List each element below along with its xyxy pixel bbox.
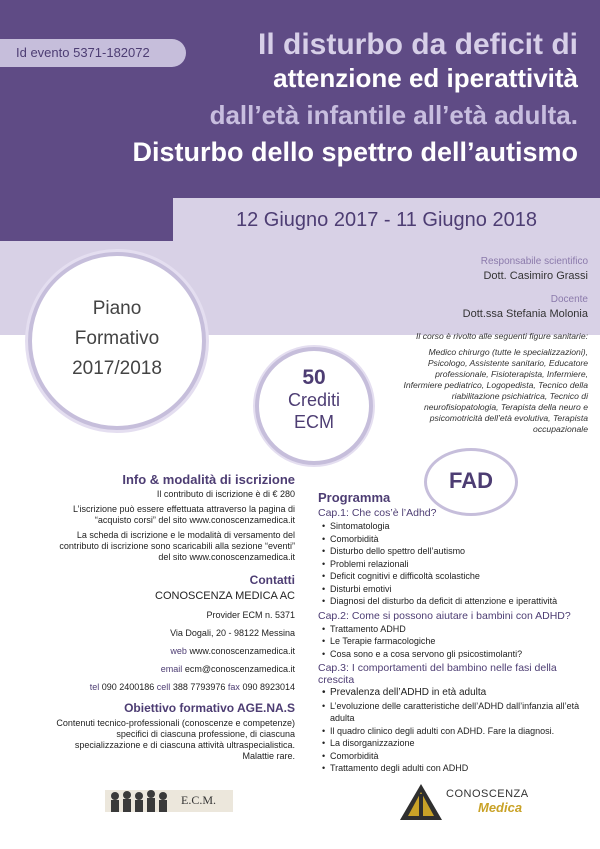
contacts-provider: Provider ECM n. 5371 <box>206 610 295 620</box>
plan-line-1: Piano <box>92 298 142 319</box>
ecm-logo-text: E.C.M. <box>181 793 217 807</box>
list-item: • Cosa sono e a cosa servono gli psicostimolanti? <box>322 648 593 661</box>
list-item: • Disturbo dello spettro dell’autismo <box>322 545 593 558</box>
web-label: web <box>170 646 187 656</box>
credits-line-1: Crediti <box>287 390 340 410</box>
audience-intro: Il corso è rivolto alle seguenti figure sanitarie: <box>416 331 588 341</box>
list-item: • L’evoluzione delle caratteristiche dell’ADHD dall’infanzia all’età adulta <box>322 700 593 725</box>
brand-logo-icon <box>398 782 444 822</box>
title-line-1: Il disturbo da deficit di <box>257 28 578 61</box>
chapter-3-title: Cap.3: I comportamenti del bambino nelle fasi della crescita <box>318 662 557 686</box>
chapter-1-list <box>318 520 593 608</box>
list-item: • Trattamento degli adulti con ADHD <box>322 762 593 775</box>
contacts-title: Contatti <box>249 573 295 587</box>
list-item: • Deficit cognitivi e difficoltà scolastiche <box>322 570 593 583</box>
info-title: Info & modalità di iscrizione <box>122 472 295 487</box>
programma-section <box>318 490 593 775</box>
title-line-3: dall’età infantile all’età adulta. <box>209 100 578 130</box>
tel-label: tel <box>89 682 100 692</box>
responsabile-name: Dott. Casimiro Grassi <box>483 270 588 282</box>
objective-text: Contenuti tecnico-professionali (conoscenze e competenze) specifici di ciascuna professione, di ciascuna specializzazione e di ciascuna attività ultraspecialistica. Malattie rare. <box>56 718 295 761</box>
info-fee: Il contributo di iscrizione è di € 280 <box>156 489 295 499</box>
ecm-logo <box>105 786 233 814</box>
plan-circle <box>28 252 206 430</box>
chapter-2-title: Cap.2: Come si possono aiutare i bambini con ADHD? <box>318 609 571 622</box>
cell-value: 388 7793976 <box>172 682 226 692</box>
web-link[interactable]: www.conoscenzamedica.it <box>189 646 295 656</box>
list-item: • Diagnosi del disturbo da deficit di attenzione e iperattività <box>322 595 593 608</box>
list-item: • Trattamento ADHD <box>322 623 593 636</box>
list-item: • Disturbi emotivi <box>322 583 593 596</box>
chapter-1-title: Cap.1: Che cos’è l’Adhd? <box>318 507 437 519</box>
list-item: • Il quadro clinico degli adulti con ADHD. Fare la diagnosi. <box>322 725 593 738</box>
title-line-2: attenzione ed iperattività <box>273 63 578 93</box>
responsabile-label: Responsabile scientifico <box>480 256 588 267</box>
email-link[interactable]: ecm@conoscenzamedica.it <box>184 664 295 674</box>
info-forms: La scheda di iscrizione e le modalità di versamento del contributo di iscrizione sono scaricabili alla sezione “eventi” del sito www.conoscenzamedica.it <box>59 530 295 562</box>
list-item: • Prevalenza dell’ADHD in età adulta <box>322 687 593 700</box>
event-dates: 12 Giugno 2017 - 11 Giugno 2018 <box>236 209 537 231</box>
docente-label: Docente <box>550 294 588 305</box>
brand-line-2: Medica <box>478 800 523 815</box>
audience-block <box>400 331 588 435</box>
list-item: • Comorbidità <box>322 750 593 763</box>
info-column <box>50 474 295 762</box>
cell-label: cell <box>156 682 171 692</box>
info-how: L’iscrizione può essere effettuata attraverso la pagina di “acquisto corsi” del sito www.conoscenzamedica.it <box>73 504 295 525</box>
list-item: • Comorbidità <box>322 533 593 546</box>
credits-circle <box>255 347 373 465</box>
event-id-badge: Id evento 5371-182072 <box>0 39 186 67</box>
programma-title: Programma <box>318 490 391 505</box>
contacts-org: CONOSCENZA MEDICA AC <box>155 590 295 602</box>
list-item: • Le Terapie farmacologiche <box>322 635 593 648</box>
credits-line-2: ECM <box>294 412 334 432</box>
chapter-2-list <box>318 623 593 661</box>
fax-label: fax <box>227 682 240 692</box>
email-label: email <box>160 664 183 674</box>
contacts-address: Via Dogali, 20 - 98122 Messina <box>170 628 295 638</box>
list-item: • Problemi relazionali <box>322 558 593 571</box>
fad-badge: FAD <box>424 448 518 516</box>
list-item: • Sintomatologia <box>322 520 593 533</box>
chapter-3-list <box>318 687 593 775</box>
tel-value: 090 2400186 <box>101 682 155 692</box>
audience-text: Medico chirurgo (tutte le specializzazioni), Psicologo, Assistente sanitario, Educatore professionale, Fisioterapista, Infermiere, Infermiere pediatrico, Logopedista, Tecnico della riabilitazione psichiatrica, Tecnico di neurofisiopatologia, Terapista della neuro e psicomotricità dell’età evolutiva, Terapista occupazionale <box>403 347 588 434</box>
docente-name: Dott.ssa Stefania Molonia <box>462 308 588 320</box>
plan-line-3: 2017/2018 <box>72 358 162 379</box>
brand-line-1: CONOSCENZA <box>446 788 529 800</box>
plan-line-2: Formativo <box>74 328 160 349</box>
credits-number: 50 <box>302 366 326 389</box>
title-line-4: Disturbo dello spettro dell’autismo <box>132 137 578 167</box>
objective-title: Obiettivo formativo AGE.NA.S <box>124 701 295 715</box>
list-item: • La disorganizzazione <box>322 737 593 750</box>
fax-value: 090 8923014 <box>242 682 295 692</box>
